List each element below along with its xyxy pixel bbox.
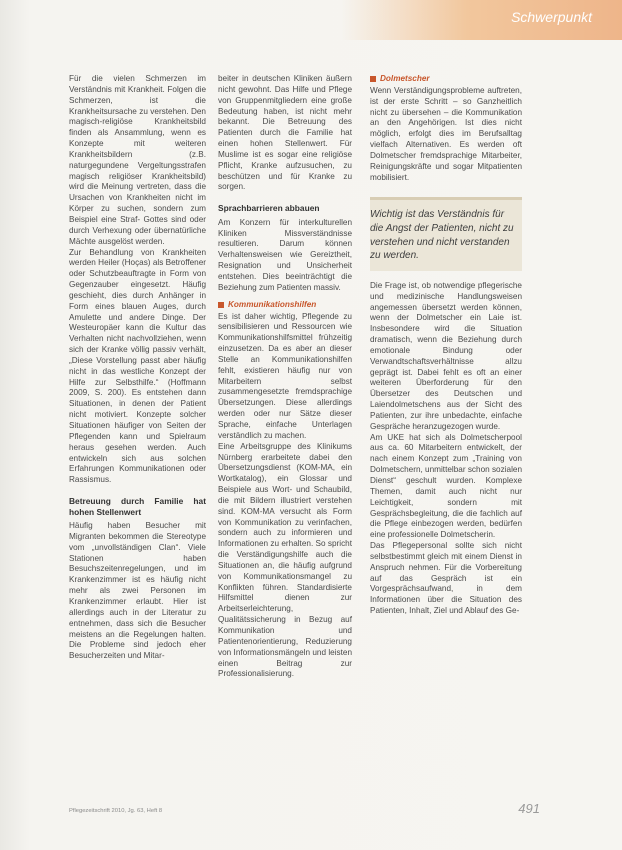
paragraph: beiter in deutschen Kliniken äußern nicht gewohnt. Das Hilfe und Pflege von Gruppenmitgliedern eine große Bedeutung haben, ist nicht mehr bekannt. Die Betreuung des Patienten durch die Familie hat einen hohen Stellenwert. Für Muslime ist es sogar eine religiöse Pflicht, Kranke aufzusuchen, zu beschützen und für Kranke zu sorgen. [218, 74, 352, 192]
paragraph: Am Konzern für interkulturellen Kliniken Missverständnisse resultieren. Darum können Verhaltensweisen wie Gereiztheit, Resignation und Unsicherheit entstehen. Dies beeinträchtigt die Beziehung zum Patienten massiv. [218, 217, 352, 292]
paragraph: Zur Behandlung von Krankheiten werden Heiler (Hoças) als Betroffener oder Schutzbeauftragte in Form von Gegenzauber eingesetzt. Häufig geschieht, dies durch Anhänger in Form eines blauen Auges, durch Amulette und andere Dinge. Der Westeuropäer kann die Kultur das Verhalten nicht nachvollziehen, wenn sich der Kranke völlig passiv verhält, „Diese Vorstellung passt aber häufig nicht in das westliche Konzept der Hilfe zur Selbsthilfe.“ (Hoffmann 2009, S. 200). Es entstehen dann Situationen, in denen der Patient nicht motiviert. Konzepte solcher Situationen häufiger von Seiten der Pflegenden kann und Spielraum heraus gesehen werden. Auch entwickeln sich aus solchen Erfahrungen Kommunikationen oder Rassismus. [69, 247, 206, 485]
subheading-communication-label: Kommunikationshilfen [228, 299, 317, 309]
paragraph: Häufig haben Besucher mit Migranten bekommen die Stereotype vom „unvollständigen Clan“. Viele Stationen haben Besuchszeitenregelungen, und im Krankenzimmer ist es häufig nicht mehr als zwei Personen im Krankenzimmer erlaubt. Hier ist allerdings auch in der Literatur zu entnehmen, dass sich die Besucher meistens an die Regelungen halten. Die Probleme sind jedoch eher Besucherzeiten und Mitar- [69, 521, 206, 661]
subheading-interpreter [370, 74, 522, 85]
column-1 [69, 74, 206, 662]
subheading-barriers: Sprachbarrieren abbauen [218, 203, 320, 214]
paragraph: Für die vielen Schmerzen im Verständnis mit Krankheit. Folgen die Schmerzen, ist die Krankheitsursache zu verstehen. Den magisch-religiöse Krankheitsbild finden als Ansammlung, wenn es Konzepte mit weiteren Krankheitsbildern (z.B. naturgegundene Vergeltungsstrafen magisch religiöser Krankheitsbild) wird die Meinung vertreten, dass die Ursachen von Krankheiten nicht im Körper zu suchen, sondern zum Beispiel eine Straf- Gottes sind oder durch Verhexung oder übernatürliche Mächte ausgelöst werden. [69, 74, 206, 246]
footer-citation: Pflegezeitschrift 2010, Jg. 63, Heft 8 [69, 808, 163, 814]
section-title: Schwerpunkt [511, 9, 592, 25]
subheading-interpreter-label: Dolmetscher [380, 74, 430, 83]
header-band [340, 0, 622, 40]
subheading-communication [218, 300, 352, 311]
paragraph: Die Frage ist, ob notwendige pflegerische und medizinische Handlungsweisen angemessen übersetzt werden können, wenn der Dolmetscher ein Laie ist. Insbesondere wird die Situation dramatisch, wenn die Beziehung durch emotionale Bindung oder Verwandtschaftsverhältnisse allzu geprägt ist. Dabei fehlt es oft an einer weiteren Überforderung für den Übersetzer des Deutschen und Laiendolmetschens aus der Sicht des Patienten, zur ihre unbedachte, einfache Gespräche heranzugezogen wurde. [370, 280, 522, 431]
paragraph: Eine Arbeitsgruppe des Klinikums Nürnberg erarbeitete dabei den Übersetzungsdienst (KOM-MA, ein Wortkatalog), ein Glossar und Beispiele aus Wort- und Schaubild, die mit Bildern illustriert verstehen sind. KOM-MA versucht als Form von Kommunikation zu verinfachen, sondern auch zu informieren und Informationen zu erhalten. So spricht die Verständigungshilfe auch die Situationen an, die häufig aufgrund von Kommunikationsmangel zu Konflikten führen. Standardisierte Hilfsmittel dienen zur Arbeitserleichterung, Qualitätssicherung in Bezug auf Kommunikation und Patientenorientierung, Reduzierung von Informationsmängeln und leisten einen Beitrag zur Professionalisierung. [218, 441, 352, 679]
page-number: 491 [518, 801, 540, 816]
column-3 [370, 74, 522, 617]
pull-quote: Wichtig ist das Verständnis für die Angst der Patienten, nicht zu verstehen und nicht verstanden zu werden. [370, 197, 522, 270]
subheading-family: Betreuung durch Familie hat hohen Stellenwert [69, 496, 206, 517]
paragraph: Wenn Verständigungsprobleme auftreten, ist der erste Schritt – so Ganzheitlich nicht zu übersehen – die Kommunikation an den Angehörigen. Ist dies nicht möglich, erfolgt dies im Berufsalltag vielfach Alternativen. Es werden oft Dolmetscher fremdsprachige Mitarbeiter, Reinigungskräfte und sogar Mitpatienten mobilisiert. [370, 85, 522, 182]
paragraph: Es ist daher wichtig, Pflegende zu sensibilisieren und Ressourcen wie Kommunikationshilfsmittel frühzeitig einzusetzen. Da es aber an dieser Stelle an Kommunikationshilfen fehlt, existieren häufig nur von Mitarbeitern selbst zusammengesetzte fremdsprachige Übersetzungen. Diese allerdings werden oder nur Sätze dieser Sprache, einfache Unterlagen verständlich zu machen. [218, 311, 352, 440]
paragraph: Das Pflegepersonal sollte sich nicht selbstbestimmt gleich mit einem Dienst in Anspruch nehmen. Für die Vorbereitung auf das Gespräch ist ein Vorgesprächsaufwand, in dem Informationen über die Situation des Patienten, Inhalt, Ziel und Ablauf des Ge- [370, 541, 522, 616]
paragraph: Am UKE hat sich als Dolmetscherpool aus ca. 60 Mitarbeitern entwickelt, der nach einem Konzept zum „Training von Dolmetschern, unmittelbar schon sozialen Dienst“ geschult wurden. Komplexe Themen, damit auch nicht nur Leichtigkeit, sondern mit Gesprächsbegleitung, die die fachlich auf die Pflege einbezogen werden, bedürfen eine professionelle Dolmetscherin. [370, 432, 522, 540]
square-bullet-icon [218, 302, 224, 308]
square-bullet-icon [370, 76, 376, 82]
column-2 [218, 74, 352, 680]
